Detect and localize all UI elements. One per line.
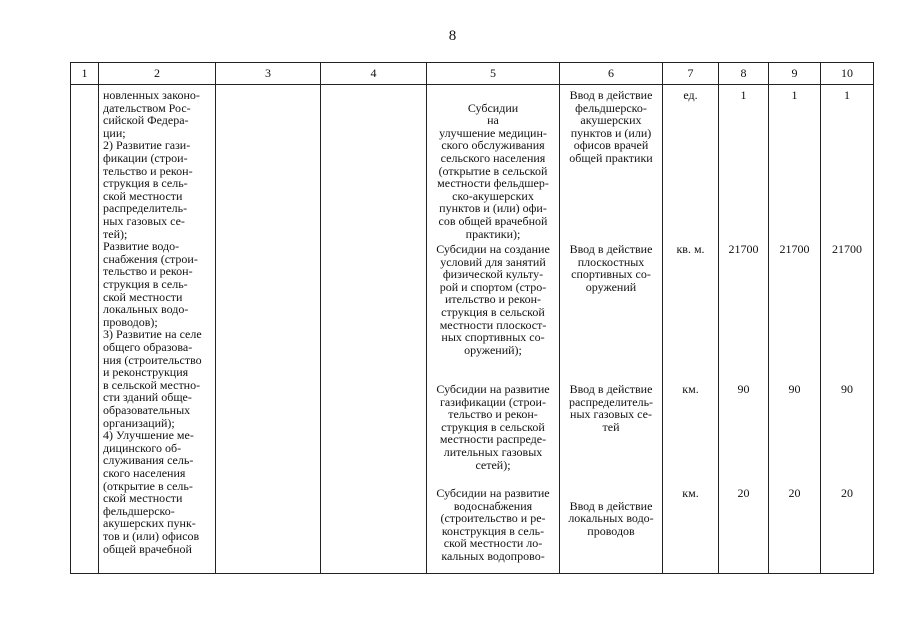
column-header-7: 7 <box>663 63 719 85</box>
target-value: 21700 <box>779 242 810 256</box>
cell-col-2-activities <box>99 85 216 574</box>
activity-text-line: локальных водо- <box>103 302 189 317</box>
subsidy-description: Субсидии на развитие водоснабжения (строительство и ре- конструкция в сель- ской местности ло- кальных водопрово- <box>436 486 550 563</box>
target-value: 90 <box>737 382 750 396</box>
target-value: 20 <box>841 486 853 500</box>
activity-text-line: сийской Федера- <box>103 113 189 128</box>
activity-text-line: акушерских пунк- <box>103 516 196 531</box>
activity-text-line: фельдшерско- <box>103 503 175 518</box>
target-value: 20 <box>737 486 750 500</box>
activity-text-line: ния (строительство <box>103 352 202 367</box>
cell-col-10-values <box>821 85 874 574</box>
cell-col-5-subsidies <box>427 85 560 574</box>
column-header-6: 6 <box>560 63 663 85</box>
cell-col-8-values <box>719 85 769 574</box>
column-header-4: 4 <box>321 63 427 85</box>
activity-text-line: фикации (строи- <box>103 151 188 165</box>
activity-text-line: ского населения <box>103 466 186 480</box>
cell-col-7-units <box>663 85 719 574</box>
target-value: 1 <box>844 88 850 102</box>
activity-text-line: общего образова- <box>103 340 193 354</box>
activity-text-line: ской местности <box>103 188 183 203</box>
indicator-name: Ввод в действие плоскостных спортивных со- оружений <box>569 242 653 294</box>
cell-col-3 <box>216 85 321 574</box>
activity-text-line: распределитель- <box>103 201 188 216</box>
target-value: 21700 <box>832 242 862 256</box>
subsidy-description: Субсидии на развитие газификации (строи- тельство и рекон- струкция в сельской местности распреде- лительных газовых сетей); <box>436 382 550 472</box>
indicator-name: Ввод в действие локальных водо- проводов <box>568 498 654 538</box>
activity-text-line: Развитие водо- <box>103 239 180 254</box>
cell-col-9-values <box>769 85 821 574</box>
activity-text-line: тельство и рекон- <box>103 163 193 178</box>
activity-text-line: струкция в сель- <box>103 277 188 291</box>
activity-text-line: ской местности <box>103 491 183 506</box>
activity-text-line: 2) Развитие гази- <box>103 138 191 153</box>
column-header-8: 8 <box>719 63 769 85</box>
activity-text-line: снабжения (строи- <box>103 251 198 266</box>
column-header-3: 3 <box>216 63 321 85</box>
indicator-name: Ввод в действие фельдшерско- акушерских пунктов и (или) офисов врачей общей практики <box>569 88 653 165</box>
table-row <box>71 85 874 574</box>
unit-of-measure: км. <box>682 486 699 500</box>
activity-text-line: дицинского об- <box>103 440 182 455</box>
activity-text-line: новленных законо- <box>103 88 200 102</box>
activity-text-line: тов и (или) офисов <box>103 529 200 543</box>
activity-text-line: служивания сель- <box>103 453 194 468</box>
activity-text-line: ции; <box>103 125 126 140</box>
target-value: 1 <box>791 88 798 102</box>
table-header-row <box>71 63 874 85</box>
unit-of-measure: ед. <box>683 88 698 102</box>
activity-text-line: образовательных <box>103 403 191 417</box>
page-number: 8 <box>448 28 457 44</box>
activity-text-line: в сельской местно- <box>103 377 201 392</box>
activity-text-line: ных газовых се- <box>103 214 185 228</box>
cell-col-6-indicators <box>560 85 663 574</box>
indicator-name: Ввод в действие распределитель- ных газовых се- тей <box>568 382 654 434</box>
target-value: 90 <box>788 382 801 396</box>
cell-col-1 <box>71 85 99 574</box>
activity-text-line: тей); <box>103 226 128 241</box>
activity-text-line: тельство и рекон- <box>103 264 193 279</box>
activity-text-line: организаций); <box>103 415 175 430</box>
activity-text-line: дательством Рос- <box>103 100 191 115</box>
column-header-9: 9 <box>769 63 821 85</box>
activity-text-line: 3) Развитие на селе <box>103 327 202 342</box>
activity-text-line: (открытие в сель- <box>103 478 193 493</box>
target-value: 1 <box>740 88 747 102</box>
target-value: 20 <box>788 486 801 500</box>
program-table <box>70 62 874 574</box>
unit-of-measure: км. <box>682 382 699 396</box>
target-value: 21700 <box>728 242 759 256</box>
activity-text-line: 4) Улучшение ме- <box>103 428 194 443</box>
column-header-1: 1 <box>71 63 99 85</box>
subsidy-description: Субсидии на создание условий для занятий физической культу- рой и спортом (стро- ительство и рекон- струкция в сельской местности плоскост- ных спортивных со- оружений); <box>436 242 550 357</box>
activity-text-line: общей врачебной <box>103 541 192 556</box>
column-header-5: 5 <box>427 63 560 85</box>
subsidy-description: Субсидии на улучшение медицин- ского обслуживания сельского населения (открытие в сельской местности фельдшер- ско-акушерских пунктов и (или) офи- сов общей врачебной практики); <box>437 100 549 241</box>
activity-text-line: и реконструкция <box>103 365 189 380</box>
column-header-10: 10 <box>821 63 874 85</box>
cell-col-4 <box>321 85 427 574</box>
activity-text-line: проводов); <box>103 314 158 329</box>
unit-of-measure: кв. м. <box>676 242 705 256</box>
activity-text-line: ской местности <box>103 289 183 304</box>
target-value: 90 <box>841 382 853 396</box>
column-header-2: 2 <box>99 63 216 85</box>
activity-text-line: струкция в сель- <box>103 176 188 191</box>
activity-text-line: сти зданий обще- <box>103 390 192 405</box>
